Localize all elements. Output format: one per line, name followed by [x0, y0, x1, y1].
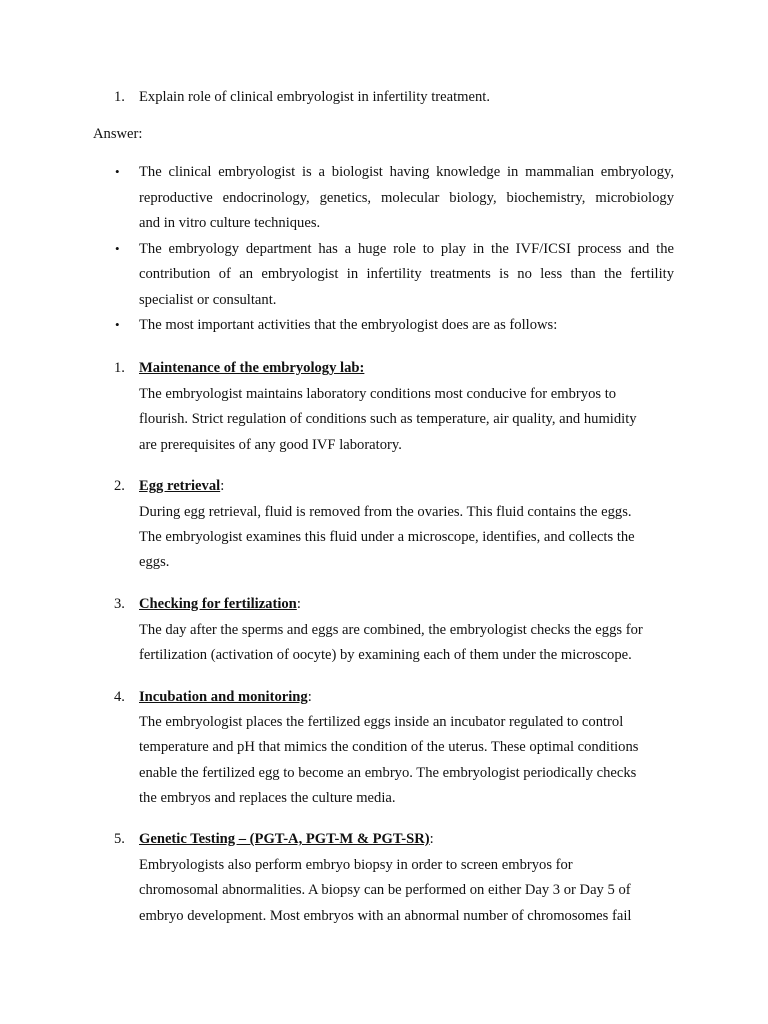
activity-3-line-1: The day after the sperms and eggs are combined, the embryologist checks the eggs for: [139, 622, 643, 638]
bullet-marker: •: [115, 241, 120, 256]
activity-2-number: 2.: [114, 478, 125, 494]
activity-4-suffix: :: [307, 689, 312, 705]
activity-1-line-2: flourish. Strict regulation of conditions such as temperature, air quality, and humidity: [139, 411, 637, 427]
activity-1-line-3: are prerequisites of any good IVF laboratory.: [139, 437, 402, 453]
question-text: Explain role of clinical embryologist in infertility treatment.: [139, 89, 490, 105]
bullet-3-line-1: The most important activities that the embryologist does are as follows:: [139, 317, 558, 333]
activity-4-number: 4.: [114, 689, 125, 705]
activity-5-heading-row: [139, 830, 434, 848]
activity-2-heading: Egg retrieval: [139, 478, 221, 494]
bullet-marker: •: [115, 164, 120, 179]
bullet-2-line-2: contribution of an embryologist in infertility treatments is no less than the fertility: [139, 266, 674, 282]
bullet-marker: •: [115, 317, 120, 332]
activity-4-heading: Incubation and monitoring: [139, 689, 308, 705]
activity-1-number: 1.: [114, 360, 125, 376]
activity-4-line-3: enable the fertilized egg to become an embryo. The embryologist periodically checks: [139, 765, 637, 781]
activity-5-number: 5.: [114, 831, 125, 847]
activity-5-line-1: Embryologists also perform embryo biopsy in order to screen embryos for: [139, 857, 573, 873]
activity-5-line-3: embryo development. Most embryos with an abnormal number of chromosomes fail: [139, 908, 632, 924]
activity-3-line-2: fertilization (activation of oocyte) by examining each of them under the microscope.: [139, 647, 632, 663]
activity-1-heading-row: [139, 359, 364, 377]
activity-2-line-2: The embryologist examines this fluid under a microscope, identifies, and collects the: [139, 529, 635, 545]
question-number: 1.: [114, 89, 125, 105]
activity-1-line-1: The embryologist maintains laboratory conditions most conducive for embryos to: [139, 386, 617, 402]
activity-5-suffix: :: [429, 831, 434, 847]
activity-1-heading: Maintenance of the embryology lab:: [139, 360, 365, 376]
activity-2-line-1: During egg retrieval, fluid is removed from the ovaries. This fluid contains the eggs.: [139, 504, 632, 520]
bullet-1-line-3: and in vitro culture techniques.: [139, 215, 321, 231]
bullet-2-line-1: The embryology department has a huge role to play in the IVF/ICSI process and the: [139, 241, 674, 257]
activity-2-line-3: eggs.: [139, 554, 170, 570]
activity-5-line-2: chromosomal abnormalities. A biopsy can be performed on either Day 3 or Day 5 of: [139, 882, 631, 898]
activity-4-line-2: temperature and pH that mimics the condition of the uterus. These optimal conditions: [139, 739, 639, 755]
bullet-2-line-3: specialist or consultant.: [139, 292, 277, 308]
activity-4-heading-row: [139, 688, 312, 706]
activity-3-heading: Checking for fertilization: [139, 596, 297, 612]
activity-3-heading-row: [139, 595, 301, 613]
activity-3-number: 3.: [114, 596, 125, 612]
bullet-1-line-2: reproductive endocrinology, genetics, molecular biology, biochemistry, microbiology: [139, 190, 674, 206]
answer-label: Answer:: [93, 126, 143, 142]
activity-2-heading-row: [139, 477, 224, 495]
bullet-1-line-1: The clinical embryologist is a biologist having knowledge in mammalian embryology,: [139, 164, 674, 180]
activity-2-suffix: :: [220, 478, 225, 494]
activity-3-suffix: :: [296, 596, 301, 612]
activity-4-line-1: The embryologist places the fertilized eggs inside an incubator regulated to control: [139, 714, 624, 730]
activity-4-line-4: the embryos and replaces the culture media.: [139, 790, 396, 806]
activity-5-heading: Genetic Testing – (PGT-A, PGT-M & PGT-SR): [139, 831, 430, 847]
